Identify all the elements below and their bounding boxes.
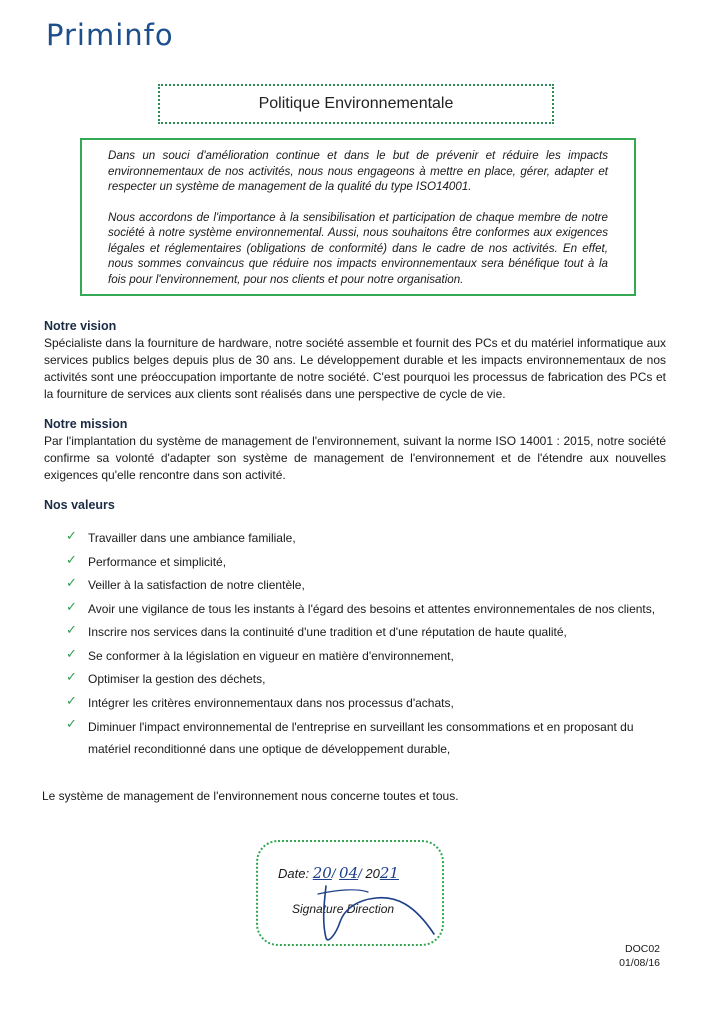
signature-date: Date: 20/ 04/ 2021 — [278, 864, 399, 882]
vision-section — [44, 318, 666, 403]
date-day: 20 — [312, 864, 332, 882]
page-title: Politique Environnementale — [258, 95, 454, 112]
values-section — [44, 497, 666, 514]
closing-statement: Le système de management de l'environnement nous concerne toutes et tous. — [42, 789, 459, 803]
checkmark-icon: ✓ — [66, 528, 77, 543]
document-code: DOC02 — [624, 943, 660, 955]
values-list — [66, 528, 666, 760]
date-year-prefix: 20 — [365, 866, 380, 881]
company-logo: Priminfo — [46, 18, 174, 52]
intro-statement — [80, 138, 636, 296]
intro-paragraph-1: Dans un souci d'amélioration continue et dans le but de prévenir et réduire les impacts environnementaux de nos activités, nous nous engageons à mettre en place, gérer, adapter et respecter un système de management de la qualité du type ISO14001. — [108, 149, 608, 193]
checkmark-icon: ✓ — [66, 692, 77, 708]
checkmark-icon: ✓ — [66, 645, 77, 661]
list-item: ✓ Diminuer l'impact environnemental de l'entreprise en surveillant les consommations et en proposant du matériel reconditionné dans une optique de développement durable, — [66, 716, 634, 756]
list-item: ✓ Travailler dans une ambiance familiale, — [66, 528, 296, 545]
mission-text: Par l'implantation du système de management de l'environnement, suivant la norme ISO 14001 : 2015, notre société confirme sa volonté d'adapter son système de management de l'environnement et de l'étendre aux nouvelles exigences qu'elle rencontre dans son activité. — [44, 434, 666, 482]
list-item: ✓ Veiller à la satisfaction de notre clientèle, — [66, 575, 305, 592]
checkmark-icon: ✓ — [66, 551, 77, 567]
list-item: ✓ Inscrire nos services dans la continuité d'une tradition et d'une réputation de haute qualité, — [66, 622, 567, 639]
vision-heading: Notre vision — [44, 319, 117, 333]
list-item: ✓ Optimiser la gestion des déchets, — [66, 669, 266, 686]
checkmark-icon: ✓ — [66, 598, 77, 614]
checkmark-icon: ✓ — [66, 669, 77, 684]
date-year-suffix: 21 — [379, 864, 399, 882]
list-item: ✓ Performance et simplicité, — [66, 551, 227, 569]
handwritten-signature — [296, 864, 446, 944]
date-label: Date: — [278, 866, 310, 881]
mission-section — [44, 416, 666, 484]
page-title-box — [158, 84, 554, 124]
signature-label: Signature Direction — [292, 902, 395, 916]
document-reference — [619, 942, 660, 970]
date-month: 04 — [339, 864, 359, 882]
mission-heading: Notre mission — [44, 417, 128, 431]
list-item: ✓ Intégrer les critères environnementaux dans nos processus d'achats, — [66, 692, 454, 710]
list-item: ✓ Se conformer à la législation en vigueur en matière d'environnement, — [66, 645, 454, 663]
intro-paragraph-2: Nous accordons de l'importance à la sensibilisation et participation de chaque membre de notre société à notre système environnemental. Aussi, nous souhaitons être conformes aux exigences légales et réglementaires (obligations de conformité) dans le cadre de nos activités. En effet, nous sommes convaincus que réduire nos impacts environnementaux sera bénéfique tout à la fois pour l'environnement, pour nos clients et pour notre organisation. — [108, 210, 608, 286]
checkmark-icon: ✓ — [66, 575, 77, 590]
checkmark-icon: ✓ — [66, 716, 77, 731]
list-item: ✓ Avoir une vigilance de tous les instants à l'égard des besoins et attentes environnementales de nos clients, — [66, 598, 656, 616]
document-date: 01/08/16 — [619, 957, 660, 969]
vision-text: Spécialiste dans la fourniture de hardware, notre société assemble et fournit des PCs et du matériel informatique aux services publics belges depuis plus de 30 ans. Le développement durable et les impacts environnementaux de nos activités sont une préoccupation importante de notre société. C'est pourquoi les processus de fabrication des PCs et la fourniture de services aux clients sont réalisés dans une perspective de cycle de vie. — [44, 336, 666, 401]
checkmark-icon: ✓ — [66, 622, 77, 637]
values-heading: Nos valeurs — [44, 498, 115, 512]
